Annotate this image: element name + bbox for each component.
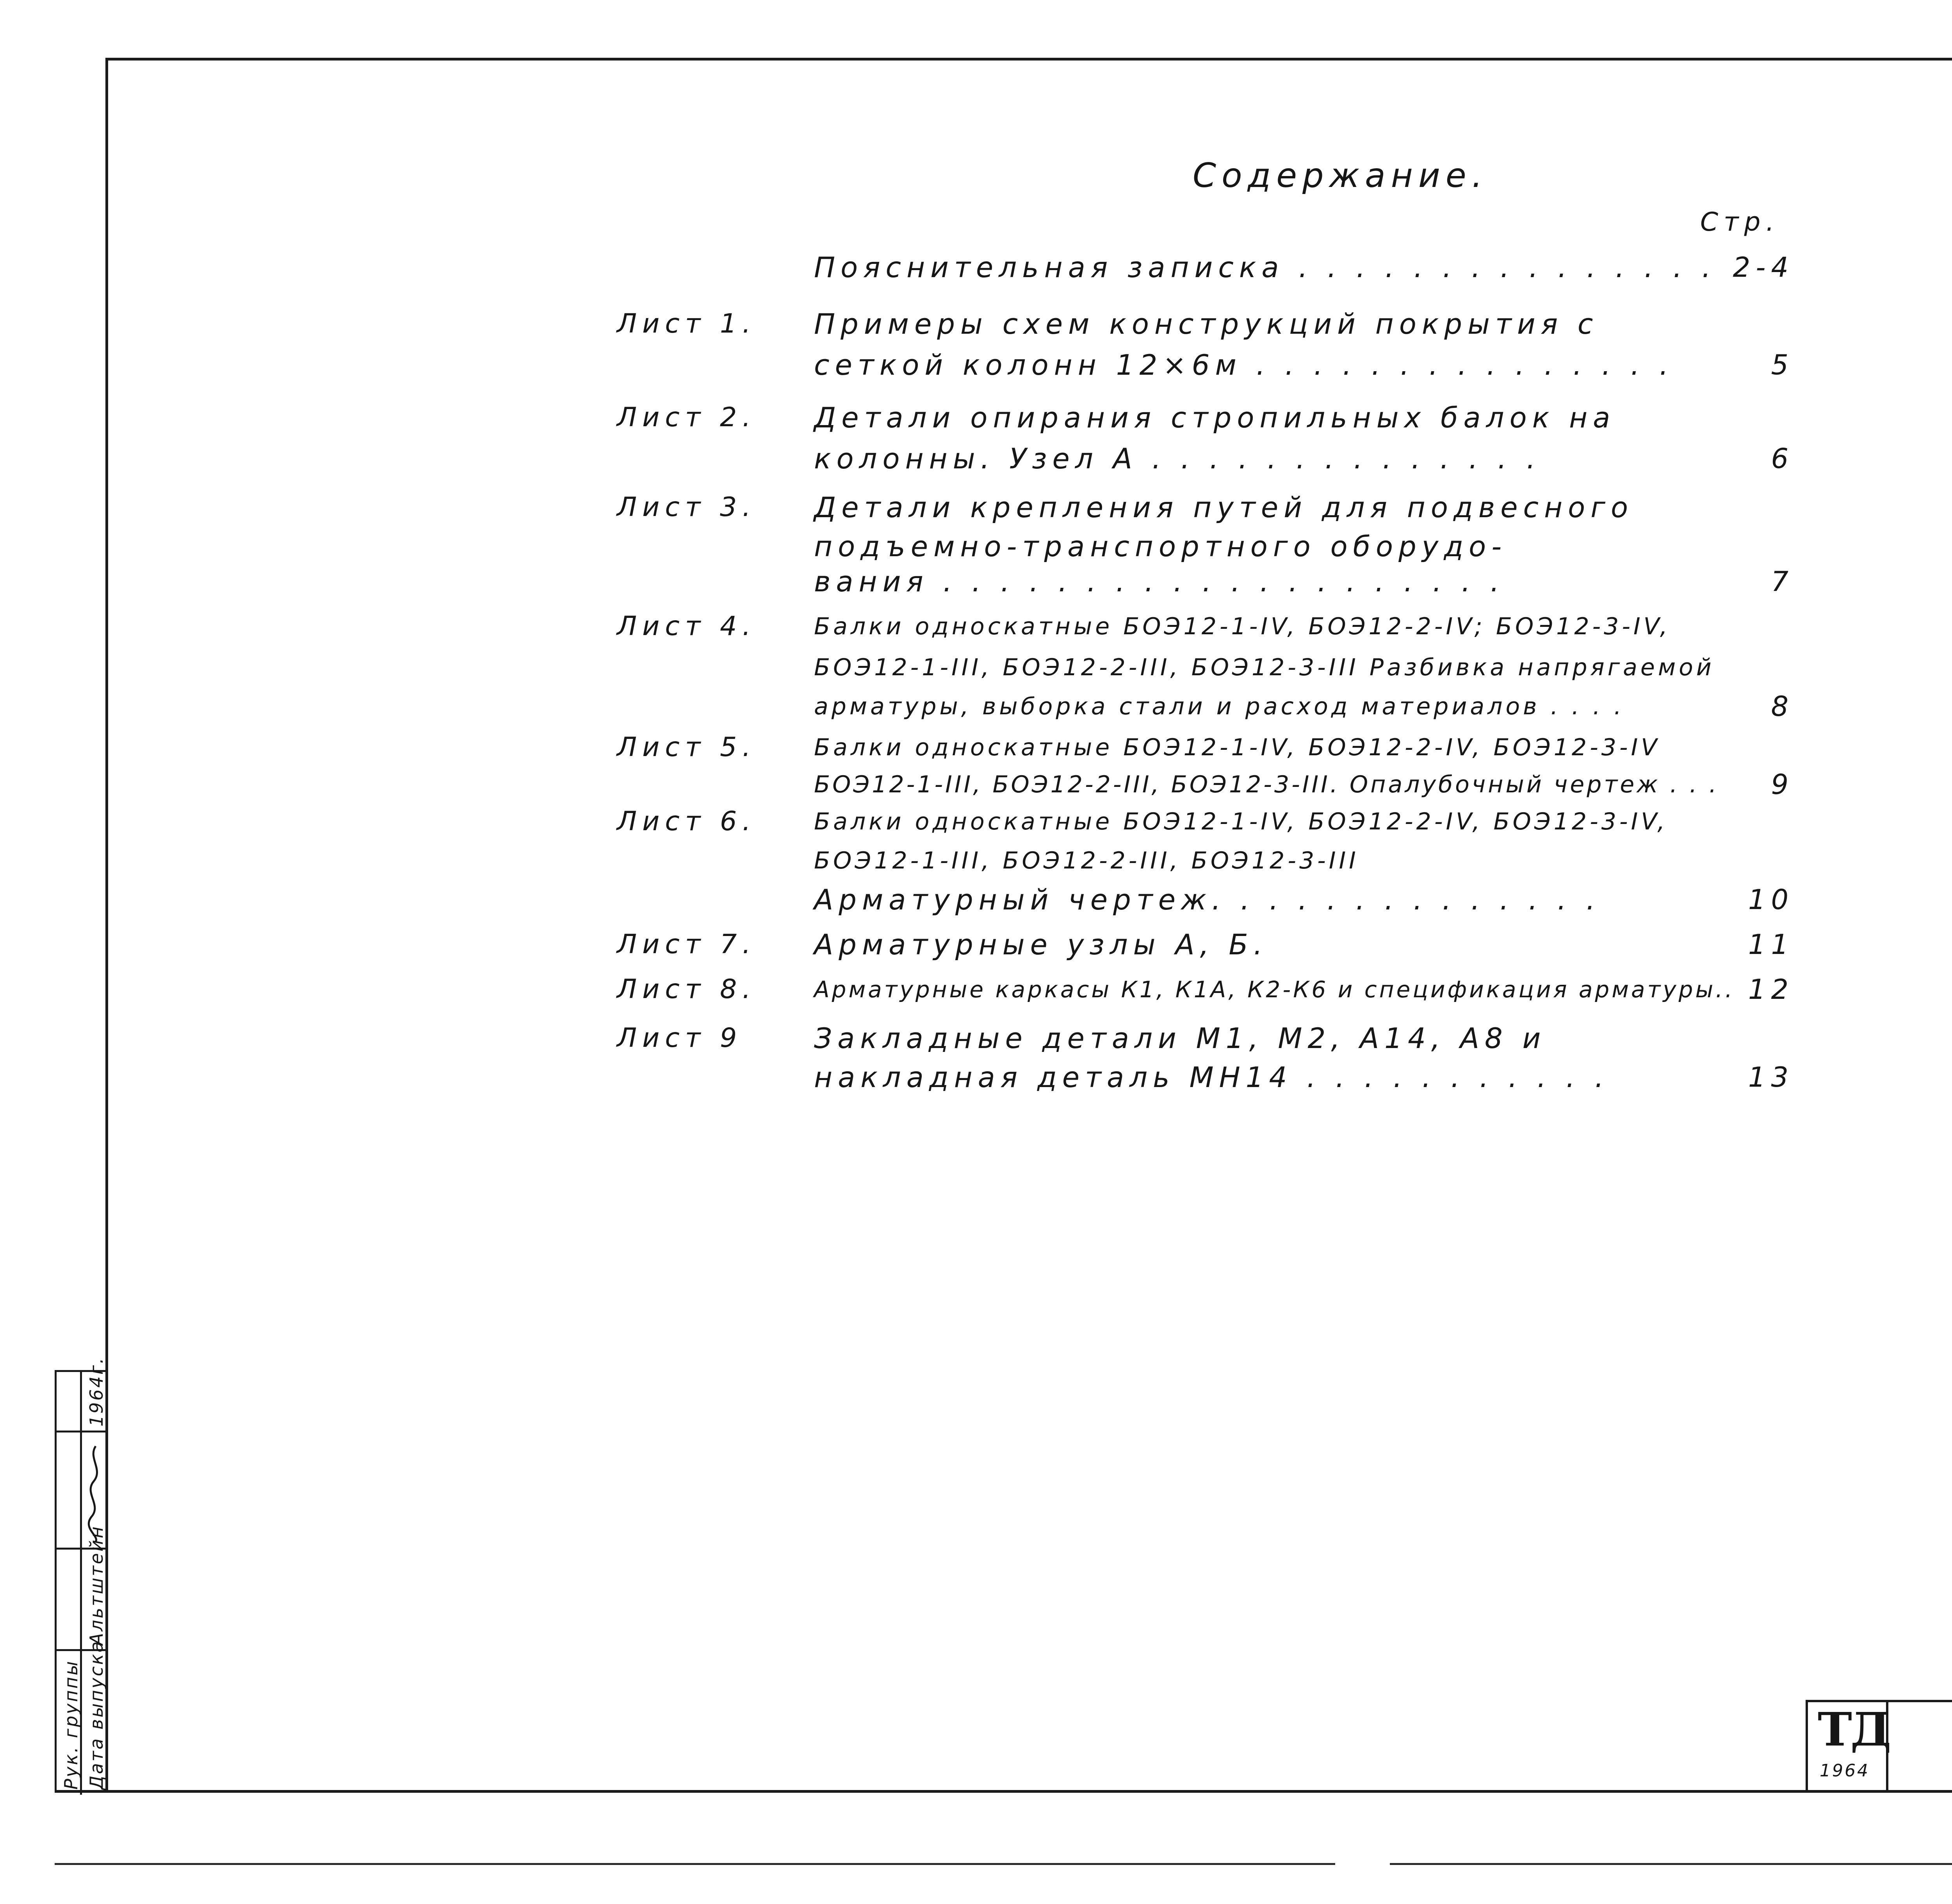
toc-entry-sheet4-line1: Балки односкатные БОЭ12-1-IV, БОЭ12-2-IV; БОЭ12-3-IV, xyxy=(814,613,1671,640)
trim-line-right xyxy=(1390,1863,1952,1865)
toc-entry-sheet6-page: 10 xyxy=(1748,884,1794,916)
toc-entry-sheet7-line1: Арматурные узлы А, Б. xyxy=(814,928,1268,961)
toc-entry-note-page: 2-4 xyxy=(1733,251,1794,283)
toc-entry-sheet3-line2: подъемно-транспортного оборудо- xyxy=(814,530,1507,563)
toc-entry-sheet1-page: 5 xyxy=(1771,349,1794,381)
toc-entry-sheet5-line1: Балки односкатные БОЭ12-1-IV, БОЭ12-2-IV, БОЭ12-3-IV xyxy=(814,734,1660,761)
title-block xyxy=(1806,1700,1952,1793)
toc-entry-sheet3-label: Лист 3. xyxy=(617,492,756,523)
title-block-year: 1964 xyxy=(1820,1761,1870,1781)
toc-entry-sheet2-page: 6 xyxy=(1771,443,1794,475)
toc-entry-sheet6-line3: Арматурный чертеж. . . . . . . . . . . . . . xyxy=(814,883,1601,916)
td-logo: ТД xyxy=(1818,1702,1890,1756)
side-stamp-cross1 xyxy=(57,1431,105,1432)
toc-entry-sheet5-label: Лист 5. xyxy=(617,732,756,763)
toc-entry-sheet4-line2: БОЭ12-1-III, БОЭ12-2-III, БОЭ12-3-III Разбивка напрягаемой xyxy=(814,654,1715,681)
toc-entry-sheet6-line1: Балки односкатные БОЭ12-1-IV, БОЭ12-2-IV, БОЭ12-3-IV, xyxy=(814,808,1668,835)
trim-line-left xyxy=(55,1863,1335,1865)
toc-entry-sheet9-page: 13 xyxy=(1748,1061,1794,1093)
frame-top xyxy=(105,58,1952,61)
toc-entry-sheet3-page: 7 xyxy=(1771,566,1794,598)
toc-entry-sheet9-line2: накладная деталь МН14 . . . . . . . . . . . xyxy=(814,1061,1609,1094)
toc-entry-sheet6-line2: БОЭ12-1-III, БОЭ12-2-III, БОЭ12-3-III xyxy=(814,847,1359,874)
toc-entry-sheet7-label: Лист 7. xyxy=(617,929,756,960)
toc-entry-note-text: Пояснительная записка . . . . . . . . . . . . . . . xyxy=(814,251,1717,284)
toc-entry-sheet7-page: 11 xyxy=(1748,929,1794,961)
side-stamp xyxy=(55,1356,107,1793)
toc-entry-sheet3-line3: вания . . . . . . . . . . . . . . . . . . . . xyxy=(814,565,1505,598)
toc-entry-sheet2-line2: колонны. Узел А . . . . . . . . . . . . . . xyxy=(814,442,1541,475)
toc-entry-sheet9-label: Лист 9 xyxy=(617,1023,743,1053)
pages-column-header: Стр. xyxy=(1700,207,1780,237)
toc-entry-sheet1-line2: сеткой колонн 12×6м . . . . . . . . . . . . . . . xyxy=(814,349,1674,381)
toc-entry-sheet4-page: 8 xyxy=(1771,690,1794,722)
toc-entry-sheet2-line1: Детали опирания стропильных балок на xyxy=(814,401,1616,434)
toc-entry-sheet3-line1: Детали крепления путей для подвесного xyxy=(814,491,1634,524)
toc-entry-sheet8-label: Лист 8. xyxy=(617,974,756,1005)
frame-bottom xyxy=(55,1790,1952,1793)
side-stamp-person: Альтштейн xyxy=(86,1525,107,1645)
side-stamp-year: 1964г. xyxy=(86,1356,107,1427)
toc-entry-sheet4-line3: арматуры, выборка стали и расход материалов . . . . xyxy=(814,693,1625,720)
side-stamp-release-date: Дата выпуска xyxy=(86,1640,107,1790)
toc-entry-sheet1-line1: Примеры схем конструкций покрытия с xyxy=(814,308,1599,340)
toc-entry-sheet9-line1: Закладные детали М1, М2, А14, А8 и xyxy=(814,1022,1546,1055)
toc-entry-sheet5-line2: БОЭ12-1-III, БОЭ12-2-III, БОЭ12-3-III. Опалубочный чертеж . . . xyxy=(814,771,1719,798)
side-stamp-role: Рук. группы xyxy=(61,1659,82,1790)
toc-entry-sheet5-page: 9 xyxy=(1771,769,1794,801)
toc-entry-sheet6-label: Лист 6. xyxy=(617,806,756,837)
page-title: Содержание. xyxy=(1193,156,1488,195)
toc-entry-sheet8-line1: Арматурные каркасы К1, К1А, К2-К6 и спецификация арматуры.. xyxy=(814,976,1735,1003)
toc-entry-sheet1-label: Лист 1. xyxy=(617,308,756,339)
toc-entry-sheet8-page: 12 xyxy=(1748,973,1794,1005)
side-stamp-signature xyxy=(84,1442,107,1544)
toc-entry-sheet4-label: Лист 4. xyxy=(617,611,756,642)
toc-entry-sheet2-label: Лист 2. xyxy=(617,402,756,433)
